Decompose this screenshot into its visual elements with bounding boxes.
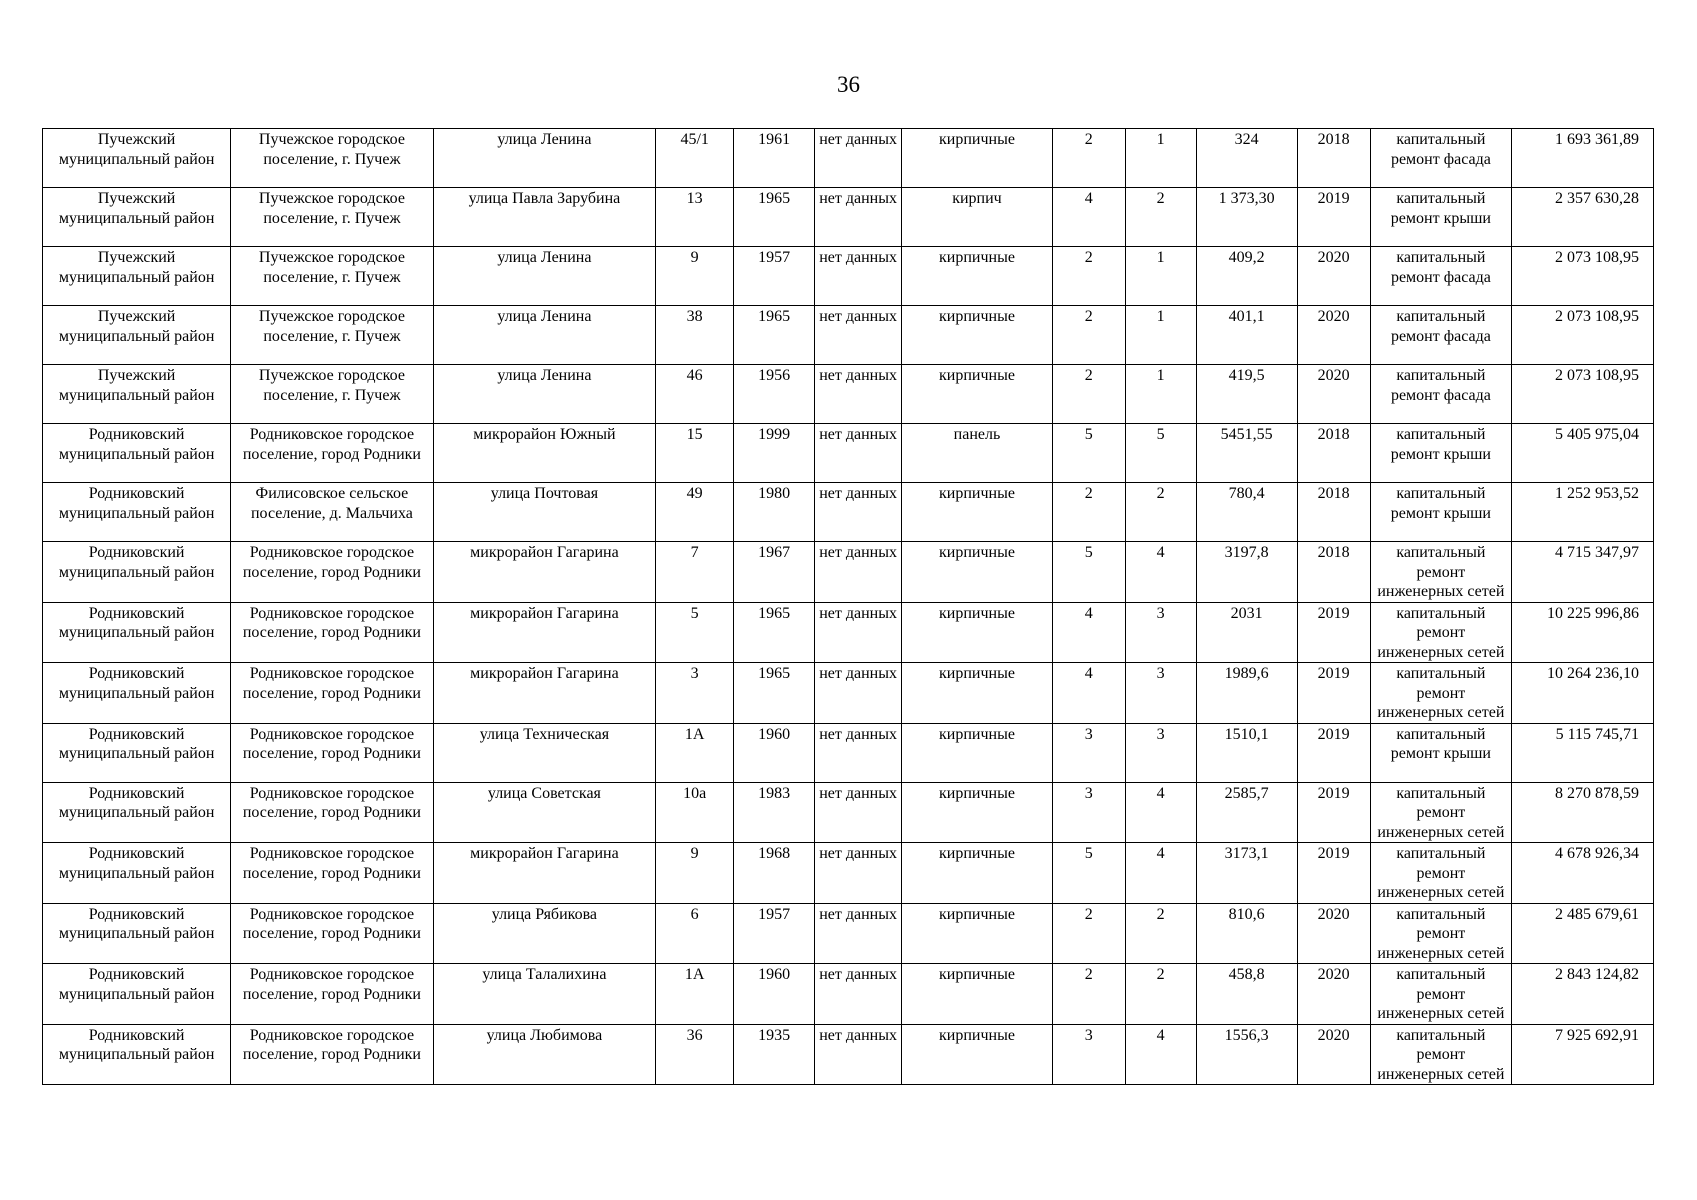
- settlement-cell: Филисовское сельское поселение, д. Мальчиха: [231, 483, 433, 542]
- repair-year-cell: 2019: [1297, 602, 1370, 663]
- floors-cell: 2: [1052, 365, 1125, 424]
- district-cell: Родниковский муниципальный район: [43, 424, 231, 483]
- data-availability-cell: нет данных: [815, 247, 902, 306]
- table-row: [43, 483, 1654, 542]
- data-availability-cell: нет данных: [815, 843, 902, 904]
- street-cell: улица Ленина: [433, 247, 656, 306]
- entrances-cell: 4: [1125, 542, 1196, 603]
- repair-type-cell: капитальный ремонт инженерных сетей: [1370, 964, 1512, 1025]
- area-cell: 409,2: [1196, 247, 1297, 306]
- data-availability-cell: нет данных: [815, 663, 902, 724]
- floors-cell: 5: [1052, 542, 1125, 603]
- floors-cell: 4: [1052, 602, 1125, 663]
- district-cell: Родниковский муниципальный район: [43, 483, 231, 542]
- area-cell: 324: [1196, 129, 1297, 188]
- house-number-cell: 45/1: [656, 129, 734, 188]
- table-row: [43, 663, 1654, 724]
- district-cell: Пучежский муниципальный район: [43, 188, 231, 247]
- floors-cell: 3: [1052, 1024, 1125, 1085]
- entrances-cell: 4: [1125, 843, 1196, 904]
- area-cell: 401,1: [1196, 306, 1297, 365]
- entrances-cell: 1: [1125, 306, 1196, 365]
- wall-material-cell: кирпичные: [902, 843, 1053, 904]
- settlement-cell: Пучежское городское поселение, г. Пучеж: [231, 247, 433, 306]
- district-cell: Пучежский муниципальный район: [43, 129, 231, 188]
- floors-cell: 2: [1052, 306, 1125, 365]
- table-row: [43, 723, 1654, 782]
- repair-year-cell: 2018: [1297, 424, 1370, 483]
- repair-type-cell: капитальный ремонт фасада: [1370, 247, 1512, 306]
- district-cell: Пучежский муниципальный район: [43, 247, 231, 306]
- district-cell: Родниковский муниципальный район: [43, 663, 231, 724]
- street-cell: микрорайон Гагарина: [433, 542, 656, 603]
- wall-material-cell: кирпич: [902, 188, 1053, 247]
- area-cell: 2031: [1196, 602, 1297, 663]
- wall-material-cell: кирпичные: [902, 306, 1053, 365]
- area-cell: 1 373,30: [1196, 188, 1297, 247]
- street-cell: улица Любимова: [433, 1024, 656, 1085]
- house-number-cell: 1А: [656, 964, 734, 1025]
- year-built-cell: 1980: [734, 483, 815, 542]
- year-built-cell: 1965: [734, 602, 815, 663]
- entrances-cell: 2: [1125, 903, 1196, 964]
- wall-material-cell: кирпичные: [902, 1024, 1053, 1085]
- house-number-cell: 49: [656, 483, 734, 542]
- cost-cell: 2 073 108,95: [1512, 365, 1654, 424]
- floors-cell: 2: [1052, 483, 1125, 542]
- area-cell: 780,4: [1196, 483, 1297, 542]
- floors-cell: 5: [1052, 843, 1125, 904]
- area-cell: 3197,8: [1196, 542, 1297, 603]
- entrances-cell: 4: [1125, 782, 1196, 843]
- house-number-cell: 46: [656, 365, 734, 424]
- cost-cell: 10 225 996,86: [1512, 602, 1654, 663]
- cost-cell: 7 925 692,91: [1512, 1024, 1654, 1085]
- entrances-cell: 3: [1125, 602, 1196, 663]
- settlement-cell: Пучежское городское поселение, г. Пучеж: [231, 129, 433, 188]
- floors-cell: 4: [1052, 663, 1125, 724]
- settlement-cell: Родниковское городское поселение, город Родники: [231, 782, 433, 843]
- cost-cell: 1 252 953,52: [1512, 483, 1654, 542]
- table-row: [43, 188, 1654, 247]
- wall-material-cell: панель: [902, 424, 1053, 483]
- entrances-cell: 1: [1125, 365, 1196, 424]
- data-availability-cell: нет данных: [815, 1024, 902, 1085]
- table-row: [43, 903, 1654, 964]
- floors-cell: 2: [1052, 247, 1125, 306]
- data-availability-cell: нет данных: [815, 306, 902, 365]
- house-number-cell: 7: [656, 542, 734, 603]
- cost-cell: 8 270 878,59: [1512, 782, 1654, 843]
- repair-type-cell: капитальный ремонт крыши: [1370, 424, 1512, 483]
- house-number-cell: 9: [656, 843, 734, 904]
- table-row: [43, 129, 1654, 188]
- repair-type-cell: капитальный ремонт крыши: [1370, 188, 1512, 247]
- street-cell: улица Павла Зарубина: [433, 188, 656, 247]
- floors-cell: 2: [1052, 129, 1125, 188]
- year-built-cell: 1960: [734, 964, 815, 1025]
- year-built-cell: 1957: [734, 247, 815, 306]
- settlement-cell: Родниковское городское поселение, город Родники: [231, 903, 433, 964]
- cost-cell: 2 073 108,95: [1512, 306, 1654, 365]
- settlement-cell: Пучежское городское поселение, г. Пучеж: [231, 306, 433, 365]
- house-number-cell: 10а: [656, 782, 734, 843]
- repair-year-cell: 2018: [1297, 542, 1370, 603]
- cost-cell: 2 357 630,28: [1512, 188, 1654, 247]
- wall-material-cell: кирпичные: [902, 964, 1053, 1025]
- cost-cell: 4 678 926,34: [1512, 843, 1654, 904]
- district-cell: Родниковский муниципальный район: [43, 782, 231, 843]
- settlement-cell: Родниковское городское поселение, город Родники: [231, 1024, 433, 1085]
- street-cell: улица Ленина: [433, 365, 656, 424]
- cost-cell: 5 115 745,71: [1512, 723, 1654, 782]
- house-number-cell: 36: [656, 1024, 734, 1085]
- entrances-cell: 3: [1125, 663, 1196, 724]
- repair-type-cell: капитальный ремонт инженерных сетей: [1370, 663, 1512, 724]
- cost-cell: 2 843 124,82: [1512, 964, 1654, 1025]
- table-row: [43, 782, 1654, 843]
- housing-repair-table: [42, 128, 1654, 1085]
- street-cell: микрорайон Южный: [433, 424, 656, 483]
- year-built-cell: 1967: [734, 542, 815, 603]
- repair-year-cell: 2018: [1297, 483, 1370, 542]
- wall-material-cell: кирпичные: [902, 542, 1053, 603]
- repair-year-cell: 2020: [1297, 903, 1370, 964]
- repair-year-cell: 2019: [1297, 663, 1370, 724]
- area-cell: 1989,6: [1196, 663, 1297, 724]
- settlement-cell: Родниковское городское поселение, город Родники: [231, 723, 433, 782]
- settlement-cell: Пучежское городское поселение, г. Пучеж: [231, 188, 433, 247]
- repair-year-cell: 2019: [1297, 843, 1370, 904]
- repair-type-cell: капитальный ремонт фасада: [1370, 365, 1512, 424]
- street-cell: микрорайон Гагарина: [433, 602, 656, 663]
- entrances-cell: 3: [1125, 723, 1196, 782]
- repair-type-cell: капитальный ремонт крыши: [1370, 723, 1512, 782]
- street-cell: улица Рябикова: [433, 903, 656, 964]
- data-availability-cell: нет данных: [815, 129, 902, 188]
- table-row: [43, 542, 1654, 603]
- repair-year-cell: 2020: [1297, 365, 1370, 424]
- floors-cell: 5: [1052, 424, 1125, 483]
- street-cell: улица Техническая: [433, 723, 656, 782]
- settlement-cell: Родниковское городское поселение, город Родники: [231, 663, 433, 724]
- data-availability-cell: нет данных: [815, 365, 902, 424]
- repair-year-cell: 2019: [1297, 188, 1370, 247]
- year-built-cell: 1965: [734, 188, 815, 247]
- repair-year-cell: 2020: [1297, 1024, 1370, 1085]
- table-row: [43, 602, 1654, 663]
- repair-type-cell: капитальный ремонт инженерных сетей: [1370, 542, 1512, 603]
- wall-material-cell: кирпичные: [902, 365, 1053, 424]
- wall-material-cell: кирпичные: [902, 663, 1053, 724]
- wall-material-cell: кирпичные: [902, 903, 1053, 964]
- repair-type-cell: капитальный ремонт инженерных сетей: [1370, 843, 1512, 904]
- repair-year-cell: 2020: [1297, 306, 1370, 365]
- street-cell: улица Талалихина: [433, 964, 656, 1025]
- data-availability-cell: нет данных: [815, 723, 902, 782]
- cost-cell: 2 485 679,61: [1512, 903, 1654, 964]
- house-number-cell: 9: [656, 247, 734, 306]
- wall-material-cell: кирпичные: [902, 129, 1053, 188]
- district-cell: Родниковский муниципальный район: [43, 903, 231, 964]
- district-cell: Родниковский муниципальный район: [43, 542, 231, 603]
- house-number-cell: 1А: [656, 723, 734, 782]
- year-built-cell: 1961: [734, 129, 815, 188]
- repair-type-cell: капитальный ремонт инженерных сетей: [1370, 903, 1512, 964]
- data-availability-cell: нет данных: [815, 483, 902, 542]
- data-availability-cell: нет данных: [815, 903, 902, 964]
- repair-type-cell: капитальный ремонт крыши: [1370, 483, 1512, 542]
- cost-cell: 1 693 361,89: [1512, 129, 1654, 188]
- house-number-cell: 38: [656, 306, 734, 365]
- year-built-cell: 1965: [734, 306, 815, 365]
- district-cell: Родниковский муниципальный район: [43, 964, 231, 1025]
- floors-cell: 2: [1052, 964, 1125, 1025]
- cost-cell: 10 264 236,10: [1512, 663, 1654, 724]
- year-built-cell: 1960: [734, 723, 815, 782]
- table-body: [43, 129, 1654, 1085]
- repair-year-cell: 2020: [1297, 247, 1370, 306]
- area-cell: 419,5: [1196, 365, 1297, 424]
- district-cell: Пучежский муниципальный район: [43, 365, 231, 424]
- area-cell: 3173,1: [1196, 843, 1297, 904]
- wall-material-cell: кирпичные: [902, 723, 1053, 782]
- area-cell: 458,8: [1196, 964, 1297, 1025]
- table-row: [43, 306, 1654, 365]
- settlement-cell: Родниковское городское поселение, город Родники: [231, 843, 433, 904]
- street-cell: улица Ленина: [433, 129, 656, 188]
- settlement-cell: Родниковское городское поселение, город Родники: [231, 602, 433, 663]
- table-row: [43, 424, 1654, 483]
- entrances-cell: 4: [1125, 1024, 1196, 1085]
- repair-year-cell: 2018: [1297, 129, 1370, 188]
- cost-cell: 2 073 108,95: [1512, 247, 1654, 306]
- repair-type-cell: капитальный ремонт фасада: [1370, 306, 1512, 365]
- entrances-cell: 1: [1125, 247, 1196, 306]
- data-availability-cell: нет данных: [815, 782, 902, 843]
- wall-material-cell: кирпичные: [902, 247, 1053, 306]
- year-built-cell: 1983: [734, 782, 815, 843]
- district-cell: Пучежский муниципальный район: [43, 306, 231, 365]
- settlement-cell: Родниковское городское поселение, город Родники: [231, 542, 433, 603]
- area-cell: 1510,1: [1196, 723, 1297, 782]
- area-cell: 5451,55: [1196, 424, 1297, 483]
- entrances-cell: 1: [1125, 129, 1196, 188]
- street-cell: улица Ленина: [433, 306, 656, 365]
- district-cell: Родниковский муниципальный район: [43, 843, 231, 904]
- year-built-cell: 1956: [734, 365, 815, 424]
- floors-cell: 4: [1052, 188, 1125, 247]
- street-cell: улица Почтовая: [433, 483, 656, 542]
- district-cell: Родниковский муниципальный район: [43, 1024, 231, 1085]
- district-cell: Родниковский муниципальный район: [43, 602, 231, 663]
- floors-cell: 2: [1052, 903, 1125, 964]
- house-number-cell: 3: [656, 663, 734, 724]
- settlement-cell: Пучежское городское поселение, г. Пучеж: [231, 365, 433, 424]
- table-row: [43, 964, 1654, 1025]
- year-built-cell: 1999: [734, 424, 815, 483]
- area-cell: 2585,7: [1196, 782, 1297, 843]
- entrances-cell: 2: [1125, 964, 1196, 1025]
- table-row: [43, 1024, 1654, 1085]
- house-number-cell: 6: [656, 903, 734, 964]
- floors-cell: 3: [1052, 782, 1125, 843]
- cost-cell: 5 405 975,04: [1512, 424, 1654, 483]
- page-number: 36: [837, 72, 860, 97]
- settlement-cell: Родниковское городское поселение, город Родники: [231, 424, 433, 483]
- repair-year-cell: 2019: [1297, 782, 1370, 843]
- street-cell: микрорайон Гагарина: [433, 663, 656, 724]
- repair-type-cell: капитальный ремонт инженерных сетей: [1370, 782, 1512, 843]
- entrances-cell: 2: [1125, 188, 1196, 247]
- year-built-cell: 1935: [734, 1024, 815, 1085]
- data-availability-cell: нет данных: [815, 542, 902, 603]
- table-row: [43, 365, 1654, 424]
- repair-year-cell: 2019: [1297, 723, 1370, 782]
- year-built-cell: 1957: [734, 903, 815, 964]
- year-built-cell: 1968: [734, 843, 815, 904]
- settlement-cell: Родниковское городское поселение, город Родники: [231, 964, 433, 1025]
- house-number-cell: 15: [656, 424, 734, 483]
- floors-cell: 3: [1052, 723, 1125, 782]
- house-number-cell: 5: [656, 602, 734, 663]
- table-row: [43, 843, 1654, 904]
- wall-material-cell: кирпичные: [902, 782, 1053, 843]
- house-number-cell: 13: [656, 188, 734, 247]
- entrances-cell: 5: [1125, 424, 1196, 483]
- year-built-cell: 1965: [734, 663, 815, 724]
- data-availability-cell: нет данных: [815, 964, 902, 1025]
- entrances-cell: 2: [1125, 483, 1196, 542]
- repair-type-cell: капитальный ремонт инженерных сетей: [1370, 602, 1512, 663]
- street-cell: микрорайон Гагарина: [433, 843, 656, 904]
- table-row: [43, 247, 1654, 306]
- data-availability-cell: нет данных: [815, 188, 902, 247]
- data-availability-cell: нет данных: [815, 602, 902, 663]
- area-cell: 810,6: [1196, 903, 1297, 964]
- district-cell: Родниковский муниципальный район: [43, 723, 231, 782]
- repair-type-cell: капитальный ремонт фасада: [1370, 129, 1512, 188]
- repair-type-cell: капитальный ремонт инженерных сетей: [1370, 1024, 1512, 1085]
- data-availability-cell: нет данных: [815, 424, 902, 483]
- cost-cell: 4 715 347,97: [1512, 542, 1654, 603]
- wall-material-cell: кирпичные: [902, 483, 1053, 542]
- wall-material-cell: кирпичные: [902, 602, 1053, 663]
- repair-year-cell: 2020: [1297, 964, 1370, 1025]
- street-cell: улица Советская: [433, 782, 656, 843]
- area-cell: 1556,3: [1196, 1024, 1297, 1085]
